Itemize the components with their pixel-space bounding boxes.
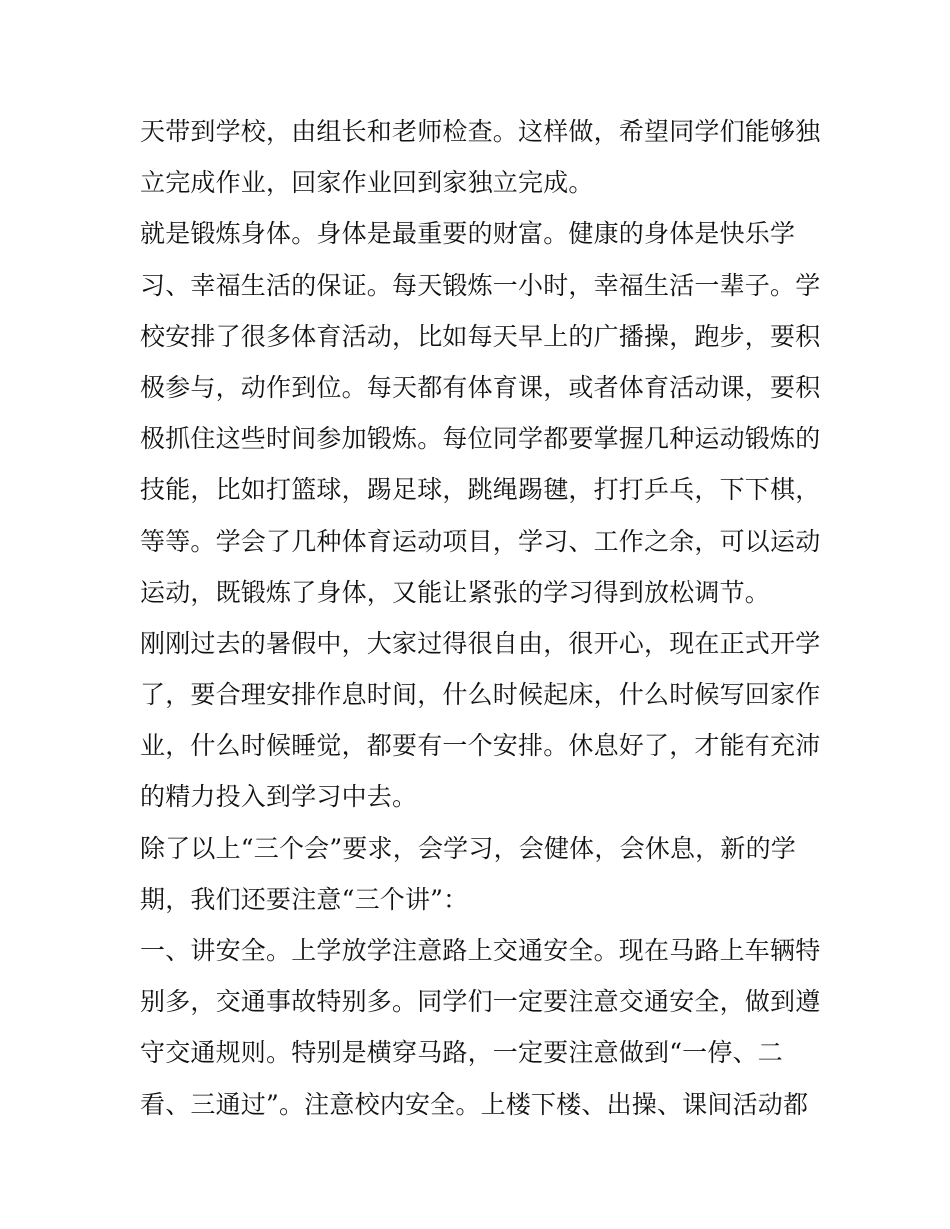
text-line: 别多，交通事故特别多。同学们一定要注意交通安全，做到遵 [140,987,821,1017]
text-line: 极参与，动作到位。每天都有体育课，或者体育活动课，要积 [140,372,821,402]
body-text [140,106,830,1130]
text-line: 就是锻炼身体。身体是最重要的财富。健康的身体是快乐学 [140,219,796,249]
text-line: 守交通规则。特别是横穿马路，一定要注意做到“一停、二 [140,1038,783,1068]
text-line: 期，我们还要注意“三个讲”： [140,884,469,914]
text-line: 极抓住这些时间参加锻炼。每位同学都要掌握几种运动锻炼的 [140,424,821,454]
text-line: 运动，既锻炼了身体，又能让紧张的学习得到放松调节。 [140,577,771,607]
text-line: 立完成作业，回家作业回到家独立完成。 [140,168,594,198]
text-line: 的精力投入到学习中去。 [140,782,418,812]
text-line: 除了以上“三个会”要求，会学习，会健体，会休息，新的学 [140,833,796,863]
text-line: 技能，比如打篮球，踢足球，跳绳踢毽，打打乒乓，下下棋， [140,475,821,505]
text-line: 看、三通过”。注意校内安全。上楼下楼、出操、课间活动都 [140,1089,809,1119]
text-line: 习、幸福生活的保证。每天锻炼一小时，幸福生活一辈子。学 [140,270,821,300]
text-line: 校安排了很多体育活动，比如每天早上的广播操，跑步，要积 [140,321,821,351]
text-line: 了，要合理安排作息时间，什么时候起床，什么时候写回家作 [140,680,821,710]
text-line: 天带到学校，由组长和老师检查。这样做，希望同学们能够独 [140,117,821,146]
text-line: 业，什么时候睡觉，都要有一个安排。休息好了，才能有充沛 [140,731,821,761]
text-line: 等等。学会了几种体育运动项目，学习、工作之余，可以运动 [140,526,821,556]
text-line: 刚刚过去的暑假中，大家过得很自由，很开心，现在正式开学 [140,628,821,658]
text-line: 一、讲安全。上学放学注意路上交通安全。现在马路上车辆特 [140,936,821,965]
